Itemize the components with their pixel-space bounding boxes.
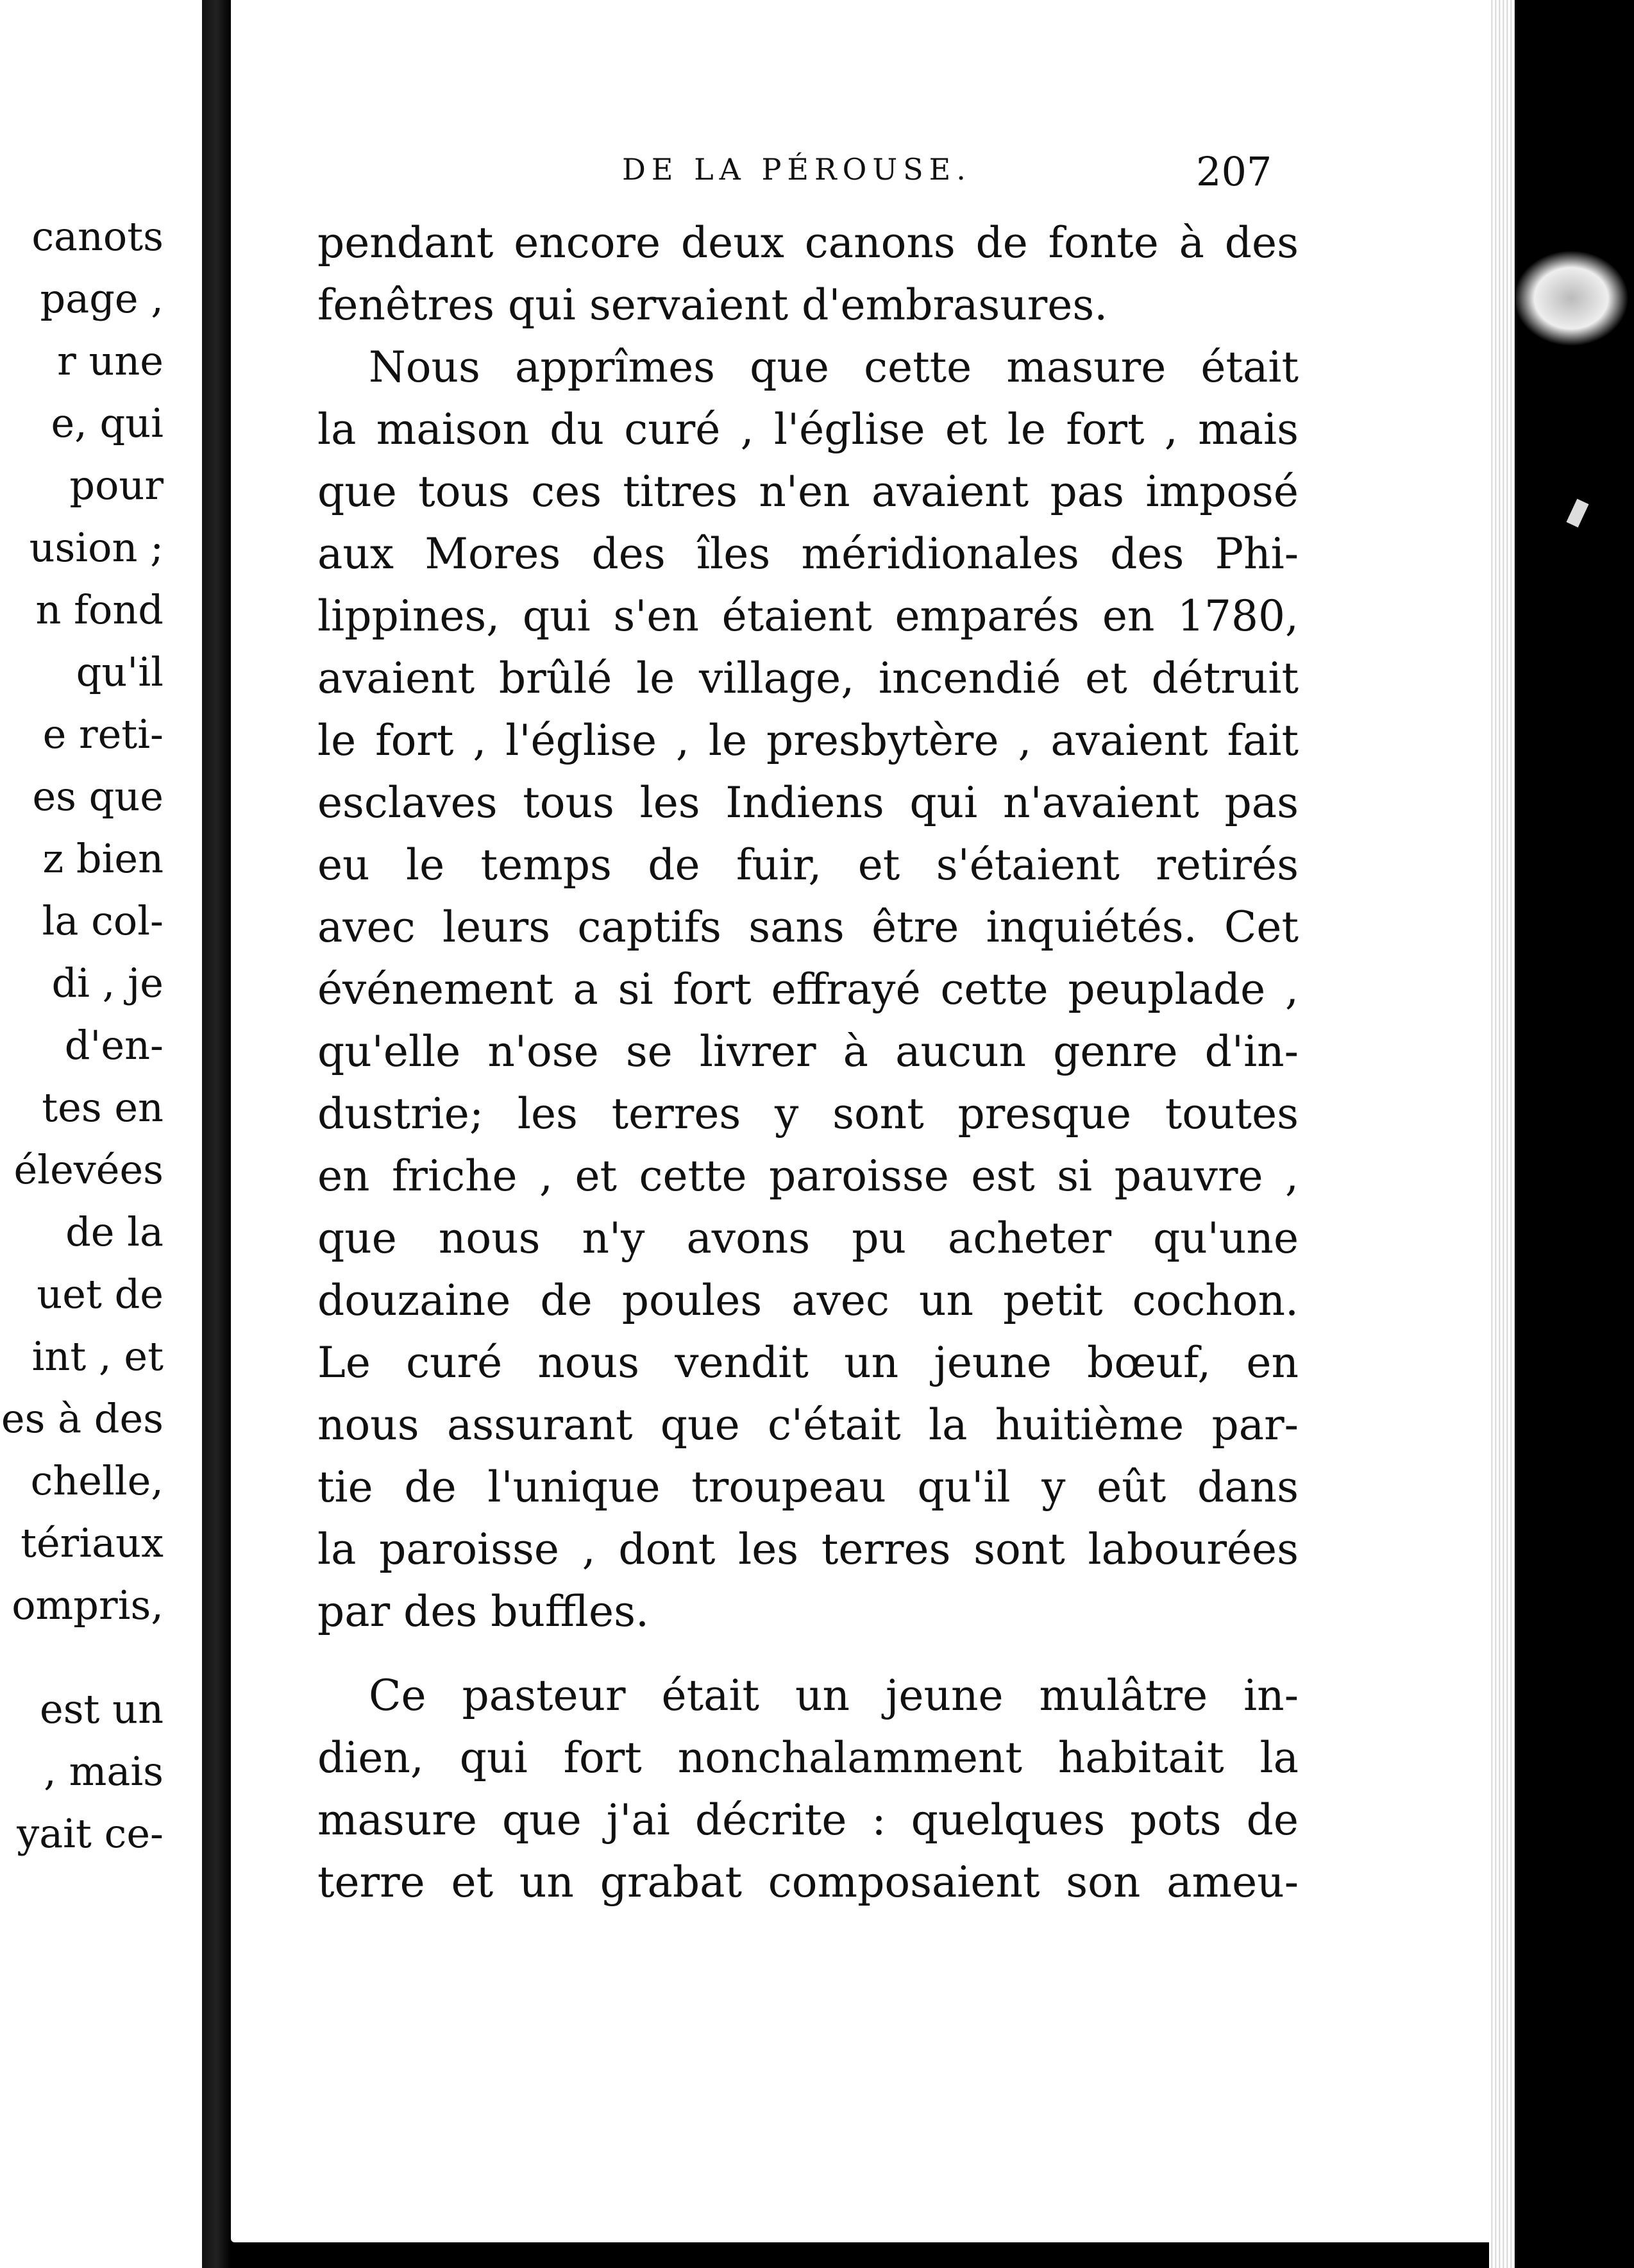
left-line: chelle, (30, 1457, 164, 1504)
left-line: est un (40, 1686, 164, 1732)
left-line: z bien (42, 835, 164, 882)
text-line: dustrie; les terres y sont presque toutes (317, 1089, 1299, 1138)
text-line: Ce pasteur était un jeune mulâtre in- (369, 1671, 1299, 1720)
left-page-text (1, 205, 164, 1865)
text-line: eu le temps de fuir, et s'étaient retirés (317, 840, 1299, 890)
text-line: qu'elle n'ose se livrer à aucun genre d'in- (317, 1027, 1299, 1076)
text-line: nous assurant que c'était la huitième par- (317, 1400, 1299, 1450)
left-line: ompris, (12, 1582, 164, 1629)
right-page (231, 0, 1513, 2242)
text-line: Le curé nous vendit un jeune bœuf, en (317, 1338, 1299, 1387)
left-line: élevées (13, 1146, 164, 1193)
left-line: la col- (42, 897, 164, 944)
text-line: fenêtres qui servaient d'embrasures. (317, 280, 1108, 330)
text-line: la maison du curé , l'église et le fort , mais (317, 405, 1299, 454)
text-line: la paroisse , dont les terres sont labourées (317, 1525, 1299, 1574)
left-line: d'en- (64, 1022, 164, 1069)
text-line: que tous ces titres n'en avaient pas imposé (317, 467, 1299, 516)
page-fore-edge (1489, 0, 1515, 2268)
left-line: e, qui (51, 400, 164, 446)
left-line: es à des (1, 1395, 164, 1442)
body-text (317, 212, 1299, 1913)
left-page (0, 0, 202, 2268)
text-line: avaient brûlé le village, incendié et détruit (317, 654, 1299, 703)
text-line: terre et un grabat composaient son ameu- (317, 1858, 1299, 1907)
text-line: lippines, qui s'en étaient emparés en 1780, (317, 591, 1299, 641)
text-line: dien, qui fort nonchalamment habitait la (317, 1733, 1299, 1782)
paper-stain (1513, 250, 1629, 346)
left-line: di , je (51, 960, 164, 1006)
text-line: tie de l'unique troupeau qu'il y eût dans (317, 1462, 1299, 1512)
left-line: page , (40, 275, 164, 322)
text-line: en friche , et cette paroisse est si pauvre , (317, 1151, 1299, 1201)
left-blank-line (1, 1636, 164, 1678)
left-line: tes en (42, 1084, 164, 1131)
text-line: Nous apprîmes que cette masure était (369, 343, 1299, 392)
text-line: esclaves tous les Indiens qui n'avaient pas (317, 778, 1299, 827)
left-line: uet de (37, 1271, 164, 1317)
text-line: par des buffles. (317, 1587, 649, 1636)
running-head: DE LA PÉROUSE. (622, 152, 972, 187)
text-line: que nous n'y avons pu acheter qu'une (317, 1214, 1299, 1263)
paragraph-2 (317, 336, 1299, 1643)
left-line: de la (65, 1208, 164, 1255)
text-line: aux Mores des îles méridionales des Phi- (317, 529, 1299, 579)
text-line: douzaine de poules avec un petit cochon. (317, 1276, 1299, 1325)
left-line: r une (57, 337, 164, 384)
left-line: e reti- (42, 711, 164, 757)
paragraph-1 (317, 212, 1299, 336)
page-bottom-shadow (231, 2242, 1513, 2268)
left-line: tériaux (21, 1519, 164, 1566)
paper-speck (1566, 499, 1588, 528)
left-line: es que (32, 773, 164, 820)
left-line: qu'il (76, 648, 164, 695)
left-line: usion ; (29, 524, 164, 571)
text-line: événement a si fort effrayé cette peuplade , (317, 965, 1299, 1014)
paragraph-3 (317, 1664, 1299, 1913)
left-line: canots (31, 213, 164, 260)
text-line: pendant encore deux canons de fonte à des (317, 218, 1299, 267)
text-line: masure que j'ai décrite : quelques pots de (317, 1795, 1299, 1845)
page-header (231, 148, 1513, 203)
left-line: , mais (44, 1748, 164, 1795)
book-gutter (202, 0, 231, 2268)
left-line: n fond (35, 586, 164, 633)
text-line: le fort , l'église , le presbytère , avaient fait (317, 716, 1299, 765)
page-number: 207 (1196, 148, 1272, 195)
left-line: pour (69, 462, 164, 509)
left-line: yait ce- (17, 1810, 164, 1857)
text-line: avec leurs captifs sans être inquiétés. Cet (317, 902, 1299, 952)
left-line: int , et (31, 1333, 164, 1380)
